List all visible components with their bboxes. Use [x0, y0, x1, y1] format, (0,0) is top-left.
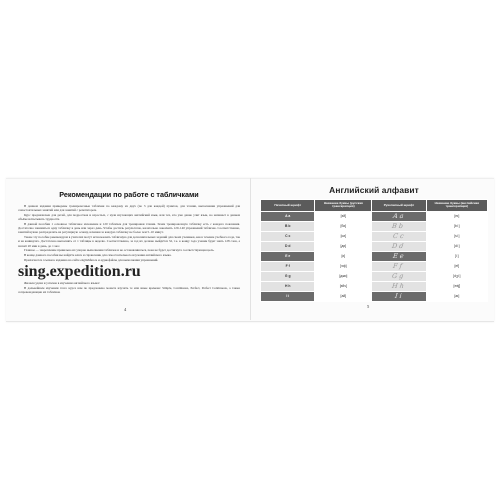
- ru-transcription: [эй]: [315, 211, 372, 221]
- ru-transcription: [си]: [315, 231, 372, 241]
- handwritten-letter: [372, 271, 426, 281]
- right-page: [260, 185, 488, 315]
- print-letter: A a: [261, 211, 315, 221]
- print-letter: F f: [261, 261, 315, 271]
- paragraph: Прилагаются ссылки к изданию на сайте englishfun.ru и аудиофайлы для выполнения упражнений.: [24, 258, 159, 262]
- handwritten-glyph: Ee: [392, 252, 406, 261]
- book-gutter: [250, 178, 251, 320]
- paragraph: В конце данного пособия вы найдёте ключ и справочник для самостоятельного изучения английского языка.: [24, 253, 172, 258]
- handwritten-glyph: Hh: [391, 282, 407, 291]
- handwritten-letter: [372, 291, 426, 301]
- en-transcription: [siː]: [426, 231, 487, 241]
- en-transcription: [eɪ]: [426, 211, 487, 221]
- handwritten-glyph: Bb: [391, 222, 406, 231]
- en-transcription: [biː]: [426, 221, 487, 231]
- table-row: [261, 271, 488, 281]
- header-print: Печатный шрифт: [261, 200, 315, 212]
- en-transcription: [aɪ]: [426, 291, 487, 301]
- left-page: [18, 190, 240, 316]
- ru-transcription: [ай]: [315, 291, 372, 301]
- print-letter: H h: [261, 281, 315, 291]
- paragraph: В данном издании приведены тренировочные таблички по каждому из двух (по 3 для каждой) пунктов, для чтения, выполнения упражнений для самостоятельных занятий или для занятий с репетитором.: [18, 204, 240, 213]
- site-link: sing.expedition.ru: [18, 262, 141, 280]
- print-letter: G g: [261, 271, 315, 281]
- en-transcription: [eɪtʃ]: [426, 281, 487, 291]
- right-page-number: 5: [367, 304, 370, 309]
- left-page-number: 4: [124, 307, 127, 312]
- header-ru-name: Название буквы (русская транскрипция): [315, 200, 372, 212]
- paragraph: В дальнейшем изучении этого курса вам по предложено можете изучить те или иные времена: Simple, Continuous, Perfect, Perfect Continuous, а также сопровождающие их таблички.: [18, 285, 240, 294]
- paragraph: Курс предназначен для детей, для подростков и взрослых, с нуля изучающих английский язык, или тех, кто уже давно учит язык, но начинает в данном объёме испытывать трудности.: [18, 213, 240, 222]
- ru-transcription: [эйч]: [315, 281, 372, 291]
- paragraph: Также эту пособие рекомендуем в учителях могут использовать табличную для дополнительных заданий для своих учеников, как в течение учебного года, так и на каникулах. Достаточно выполнять от 1 таблицы в неделю. Соответственно, за год их должно выйдётся 32, т.е. к концу года ученик будет знать 128 слов, а значит 20 мин в день, до 1 мес.: [18, 235, 240, 248]
- handwritten-glyph: Ff: [392, 262, 405, 271]
- handwritten-letter: [372, 281, 426, 291]
- handwritten-letter: [372, 211, 426, 221]
- table-row: [261, 211, 488, 221]
- handwritten-letter: [372, 221, 426, 231]
- table-row: [261, 281, 488, 291]
- handwritten-glyph: Ii: [394, 292, 404, 301]
- alphabet-table: [260, 199, 488, 302]
- table-row: [261, 231, 488, 241]
- handwritten-glyph: Gg: [391, 272, 407, 281]
- en-transcription: [dʒiː]: [426, 271, 487, 281]
- table-row: [261, 261, 488, 271]
- handwritten-glyph: Cc: [392, 232, 406, 241]
- en-transcription: [iː]: [426, 251, 487, 261]
- table-row: [261, 241, 488, 251]
- ru-transcription: [ди]: [315, 241, 372, 251]
- alphabet-table-header: [261, 200, 488, 212]
- ru-transcription: [джи]: [315, 271, 372, 281]
- paragraph: Желаем удачи и успехов в изучении английского языка!: [24, 280, 100, 285]
- print-letter: E e: [261, 251, 315, 261]
- handwritten-letter: [372, 251, 426, 261]
- en-transcription: [diː]: [426, 241, 487, 251]
- print-letter: C c: [261, 231, 315, 241]
- en-transcription: [ef]: [426, 261, 487, 271]
- left-page-title: Рекомендации по работе с табличками: [59, 190, 199, 199]
- header-en-name: Название буквы (английская транскрипция): [426, 200, 487, 212]
- header-handwritten: Рукописный шрифт: [372, 200, 426, 212]
- paragraph: В данной пособии 1 основное табличное изложение и 120 табличек для тренировки чтения. Зачем тренировочную табличку есть с каждого показания. Достаточно заниматься одну табличку в день или через день. Чтобы достичь результатов, желательно закончить 120–140 упражнений табличек. Соответственно, занятий нужно распределить на регулярную основу, начиная за каждую табличку не более чем 5–10 минут.: [18, 222, 240, 235]
- ru-transcription: [би]: [315, 221, 372, 231]
- table-row: [261, 251, 488, 261]
- handwritten-letter: [372, 261, 426, 271]
- table-row: [261, 291, 488, 301]
- handwritten-glyph: Aa: [392, 212, 406, 221]
- print-letter: B b: [261, 221, 315, 231]
- print-letter: D d: [261, 241, 315, 251]
- print-letter: I i: [261, 291, 315, 301]
- left-page-text: [18, 204, 240, 294]
- ru-transcription: [и]: [315, 251, 372, 261]
- handwritten-letter: [372, 241, 426, 251]
- handwritten-letter: [372, 231, 426, 241]
- handwritten-glyph: Dd: [391, 242, 407, 251]
- ru-transcription: [эф]: [315, 261, 372, 271]
- table-row: [261, 221, 488, 231]
- paragraph: Главное — закрепление правильно их упорно выполнения табличек и не останавливаться, пока не будет достигнута соответствующая цель.: [24, 248, 215, 253]
- right-page-title: Английский алфавит: [329, 185, 419, 195]
